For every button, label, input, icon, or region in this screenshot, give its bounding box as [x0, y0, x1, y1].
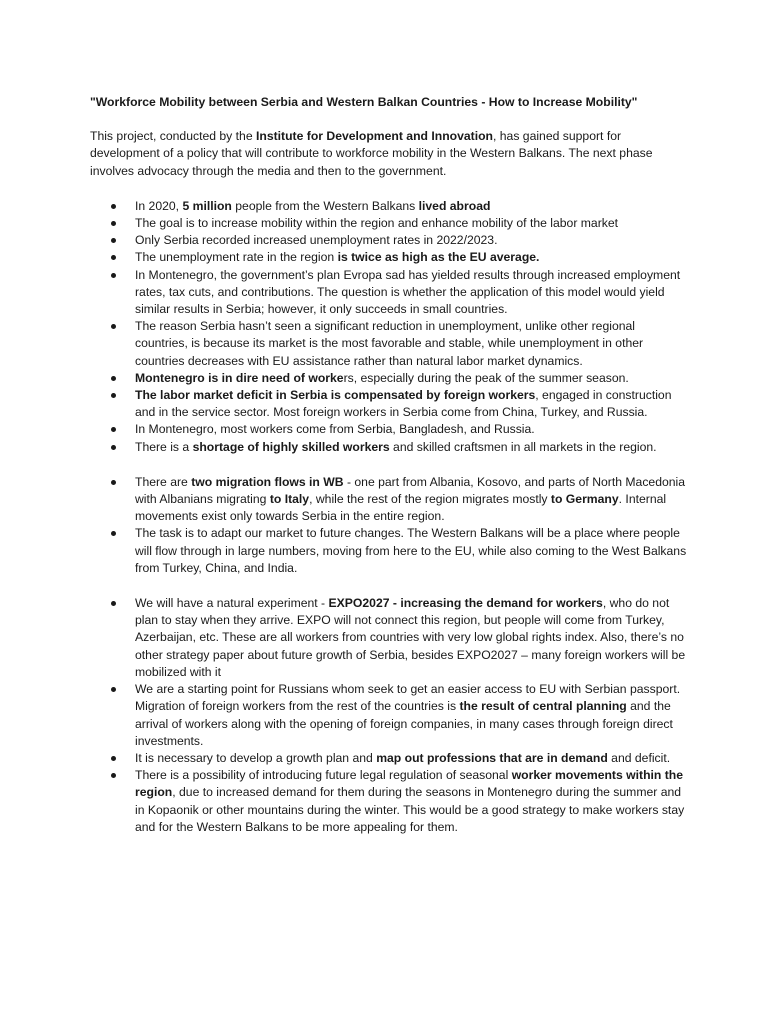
text-run: We will have a natural experiment - [135, 596, 329, 611]
bold-text: Montenegro is in dire need of worke [135, 370, 344, 385]
bold-text: to Italy [269, 492, 310, 507]
text-run: This project, conducted by the [90, 129, 256, 144]
text-run: , has gained support for development of a policy that will contribute to workforce mobility in the Western Balkans. The next phase involves advocacy through the media and then to the government. [90, 129, 653, 178]
bullet-dot-icon [111, 601, 116, 606]
bullet-list-1 [90, 198, 688, 456]
text-run: In 2020, [135, 198, 183, 213]
bold-text: is twice as high as the EU average. [337, 250, 540, 265]
bullet-dot-icon [111, 756, 116, 761]
text-run: and the arrival of workers along with the opening of foreign companies, in many cases through foreign direct investments. [135, 699, 673, 748]
bullet-dot-icon [111, 221, 116, 226]
text-run: We are a starting point for Russians whom seek to get an easier access to EU with Serbian passport. Migration of foreign workers from the rest of the countries is [135, 682, 681, 714]
bullet-item [90, 750, 688, 767]
bold-text: Institute for Development and Innovation [255, 129, 493, 144]
bullet-item [90, 595, 688, 681]
bullet-item [90, 439, 688, 456]
bold-text: worker movements within the region [135, 768, 684, 800]
text-run: and deficit. [607, 750, 671, 765]
bullet-dot-icon [111, 687, 116, 692]
text-run: The goal is to increase mobility within the region and enhance mobility of the labor market [135, 216, 619, 231]
bullet-list-2 [90, 474, 688, 577]
text-run: Only Serbia recorded increased unemployment rates in 2022/2023. [135, 233, 498, 248]
bullet-dot-icon [111, 255, 116, 260]
text-run: - one part from Albania, Kosovo, and parts of North Macedonia with Albanians migrating [135, 474, 686, 507]
bullet-item [90, 215, 688, 232]
bullet-list-3 [90, 595, 688, 836]
bullet-dot-icon [111, 531, 116, 536]
bullet-dot-icon [111, 427, 116, 432]
bullet-item [90, 267, 688, 319]
bullet-dot-icon [111, 273, 116, 278]
text-run: In Montenegro, most workers come from Serbia, Bangladesh, and Russia. [135, 422, 535, 437]
bullet-dot-icon [111, 393, 116, 398]
text-run: It is necessary to develop a growth plan and [135, 750, 377, 765]
document-title: "Workforce Mobility between Serbia and Western Balkan Countries - How to Increase Mobility" [90, 95, 638, 109]
bold-text: two migration flows in WB [191, 474, 344, 489]
bullet-item [90, 681, 688, 750]
bullet-item [90, 318, 688, 370]
bold-text: the result of central planning [459, 699, 627, 714]
intro-paragraph [90, 128, 688, 180]
bullet-dot-icon [111, 445, 116, 450]
text-run: There is a possibility of introducing future legal regulation of seasonal [135, 768, 512, 783]
bullet-item [90, 767, 688, 836]
text-run: rs, especially during the peak of the summer season. [343, 370, 629, 385]
bold-text: lived abroad [418, 198, 491, 213]
text-run: There is a [135, 439, 193, 454]
text-run: and skilled craftsmen in all markets in the region. [389, 439, 657, 454]
text-run: , who do not plan to stay when they arrive. EXPO will not connect this region, but people will come from Turkey, Azerbaijan, etc. These are all workers from countries with very low global rights index. Also, there’s no other strategy paper about future growth of Serbia, besides EXPO2027 – many foreign workers will be mobilized with it [135, 596, 686, 679]
bullet-item [90, 474, 688, 526]
bullet-item [90, 232, 688, 249]
bullet-item [90, 387, 688, 421]
bold-text: 5 million [182, 198, 232, 213]
bullet-dot-icon [111, 324, 116, 329]
bullet-dot-icon [111, 376, 116, 381]
text-run: , while the rest of the region migrates mostly [309, 492, 551, 507]
text-run: people from the Western Balkans [231, 198, 419, 213]
bold-text: to Germany [550, 492, 619, 507]
text-run: . Internal movements exist only towards Serbia in the entire region. [135, 492, 667, 524]
text-run: , due to increased demand for them during the seasons in Montenegro during the summer and in Kopaonik or other mountains during the winter. This would be a good strategy to make workers stay and for the Western Balkans to be more appealing for them. [135, 785, 685, 834]
bullet-dot-icon [111, 773, 116, 778]
text-run: , engaged in construction and in the service sector. Most foreign workers in Serbia come from China, Turkey, and Russia. [135, 388, 672, 420]
text-run: The reason Serbia hasn’t seen a significant reduction in unemployment, unlike other regional countries, is because its market is the most favorable and stable, while unemployment in other countries decreases with EU assistance rather than natural labor market dynamics. [135, 319, 644, 368]
bullet-item [90, 249, 688, 266]
text-run: The task is to adapt our market to future changes. The Western Balkans will be a place where people will flow through in large numbers, moving from here to the EU, while also coming to the West Balkans from Turkey, China, and India. [135, 526, 687, 575]
bullet-item [90, 421, 688, 438]
bullet-dot-icon [111, 204, 116, 209]
bold-text: shortage of highly skilled workers [192, 439, 390, 454]
bullet-dot-icon [111, 238, 116, 243]
text-run: The unemployment rate in the region [135, 250, 338, 265]
bold-text: The labor market deficit in Serbia is compensated by foreign workers [135, 388, 536, 403]
bullet-dot-icon [111, 480, 116, 485]
bold-text: map out professions that are in demand [376, 750, 608, 765]
bullet-item [90, 525, 688, 577]
bullet-item [90, 198, 688, 215]
bullet-item [90, 370, 688, 387]
text-run: In Montenegro, the government’s plan Evropa sad has yielded results through increased employment rates, tax cuts, and contributions. The question is whether the application of this model would yield similar results in Serbia; however, it only succeeds in small countries. [135, 267, 681, 317]
bold-text: EXPO2027 - increasing the demand for workers [328, 596, 603, 611]
text-run: There are [135, 474, 192, 489]
